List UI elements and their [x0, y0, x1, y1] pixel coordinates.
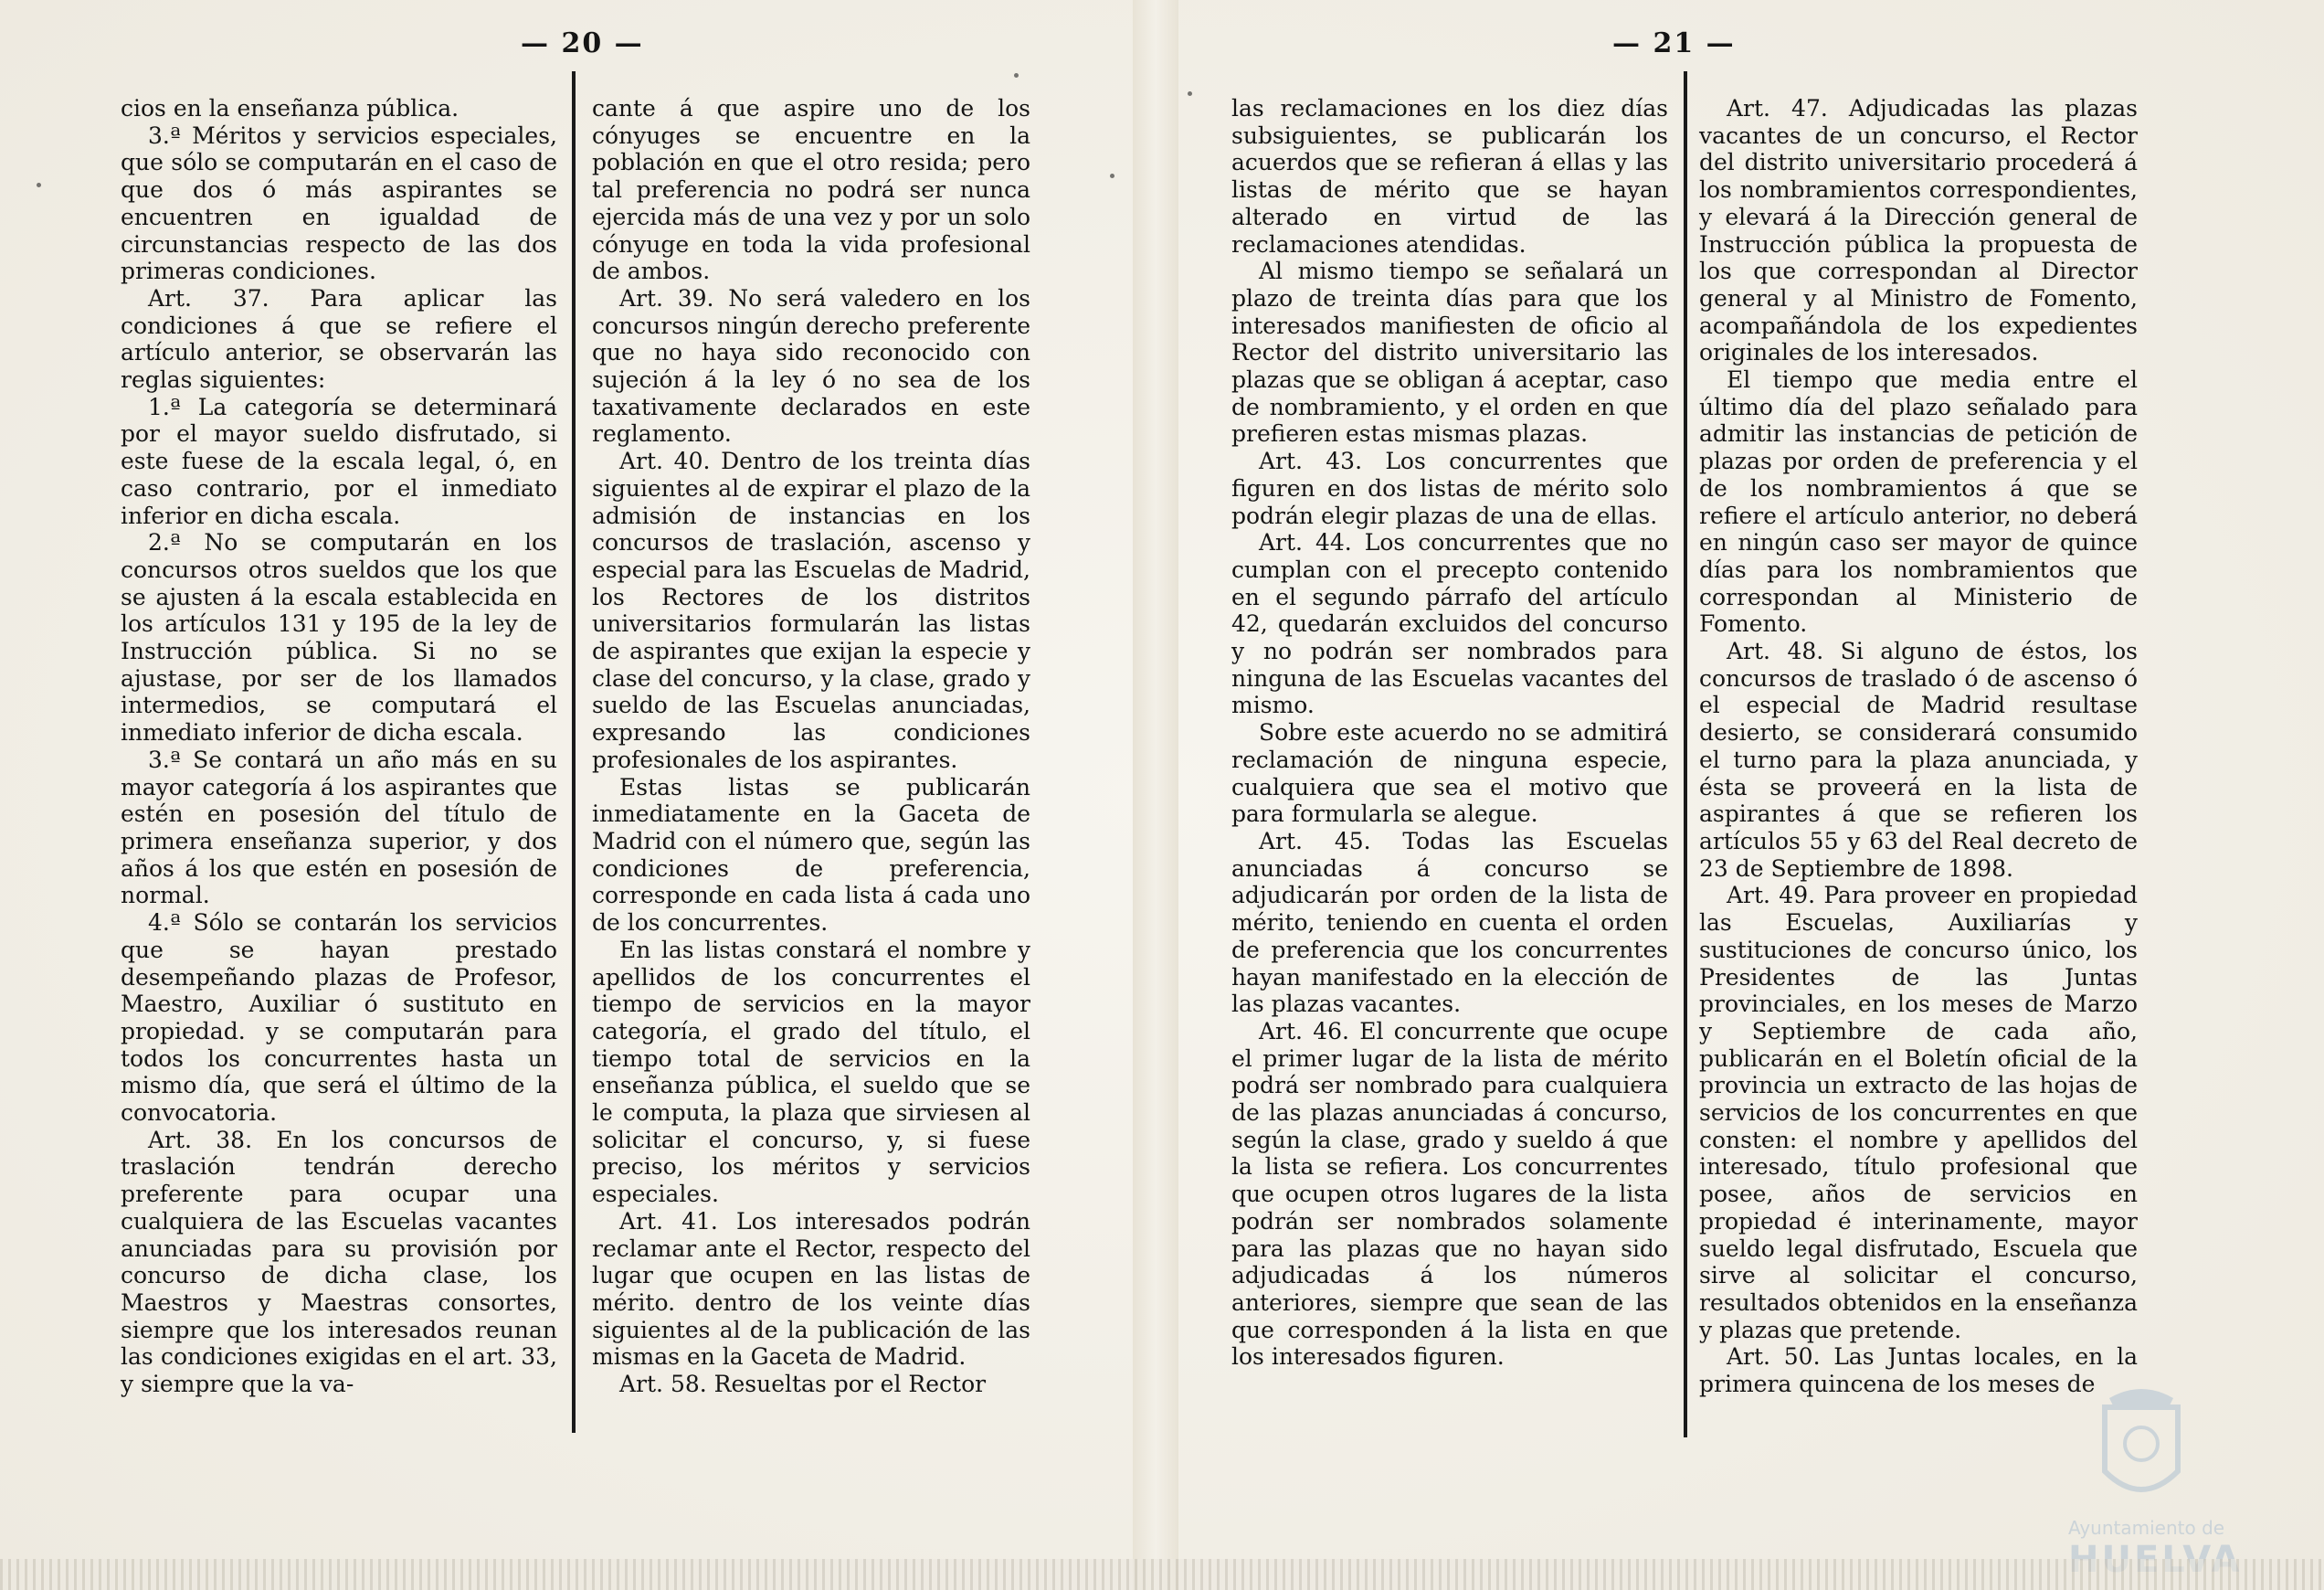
paragraph: Art. 49. Para proveer en propiedad las Escuelas, Auxiliarías y sustituciones de concurso único, los Presidentes de las Juntas provinciales, en los meses de Marzo y Septiembre de cada año, publicarán en el Boletín oficial de la provincia un extracto de las hojas de servicios de los concurrentes en que consten: el nombre y apellidos del interesado, título profesional que posee, años de servicios en propiedad é interinamente, mayor sueldo legal disfrutado, Escuela que sirve al solicitar el concurso, resultados obtenidos en la enseñanza y plazas que pretende.: [1699, 882, 2138, 1343]
watermark-line-1: Ayuntamiento de: [2068, 1517, 2225, 1539]
paragraph: Art. 58. Resueltas por el Rector: [619, 1371, 987, 1398]
paragraph: Art. 41. Los interesados podrán reclamar ante el Rector, respecto del lugar que ocupen en las listas de mérito. dentro de los veinte días siguientes al de la publicación de las mismas en la Gaceta de Madrid.: [592, 1207, 1030, 1371]
column-divider: [572, 71, 576, 1433]
right-page-column-2: [1699, 95, 2138, 1398]
paragraph: Estas listas se publicarán inmediatamente en la Gaceta de Madrid con el número que, según las condiciones de preferencia, corresponde en cada lista á cada uno de los concurrentes.: [592, 773, 1030, 937]
right-page-column-1: [1231, 95, 1668, 1371]
left-page-column-1: [121, 95, 557, 1398]
paragraph: Art. 39. No será valedero en los concursos ningún derecho preferente que no haya sido reconocido con sujeción á la ley ó no sea de los taxativamente declarados en este reglamento.: [592, 284, 1030, 448]
paragraph: 1.ª La categoría se determinará por el mayor sueldo disfrutado, si este fuese de la escala legal, ó, en caso contrario, por el inmediato inferior en dicha escala.: [121, 393, 557, 529]
paragraph: 3.ª Se contará un año más en su mayor categoría á los aspirantes que estén en posesión del título de primera enseñanza superior, y dos años á los que estén en posesión de normal.: [121, 746, 557, 909]
paragraph: Art. 40. Dentro de los treinta días siguientes al de expirar el plazo de la admisión de instancias en los concursos de traslación, ascenso y especial para las Escuelas de Madrid, los Rectores de los distritos universitarios formularán las listas de aspirantes que exijan la especie y clase del concurso, y la clase, grado y sueldo de las Escuelas anunciadas, expresando las condiciones profesionales de los aspirantes.: [592, 448, 1030, 773]
page-number: — 20 —: [521, 27, 644, 59]
coat-of-arms-icon: [2032, 1380, 2251, 1517]
paragraph: Al mismo tiempo se señalará un plazo de treinta días para que los interesados manifiesten de oficio al Rector del distrito universitario las plazas que se obligan á aceptar, caso de nombramiento, y el orden en que prefieren estas mismas plazas.: [1231, 258, 1668, 448]
ink-speck: [1014, 73, 1019, 78]
paragraph: Art. 46. El concurrente que ocupe el primer lugar de la lista de mérito podrá ser nombrado para cualquiera de las plazas anunciadas á concurso, según la clase, grado y sueldo á que la lista se refiera. Los concurrentes que ocupen otros lugares de la lista podrán ser nombrados solamente para las plazas que no hayan sido adjudicadas á los números anteriores, siempre que sean de las que corresponden á la lista en que los interesados figuren.: [1231, 1017, 1668, 1371]
left-page: [0, 0, 1133, 1590]
ink-speck: [1110, 174, 1114, 178]
paragraph: Art. 48. Si alguno de éstos, los concursos de traslado ó de ascenso ó el especial de Madrid resultase desierto, se considerará consumido el turno para la plaza anunciada, y ésta se proveerá en la lista de aspirantes á que se refieren los artículos 55 y 63 del Real decreto de 23 de Septiembre de 1898.: [1699, 638, 2138, 882]
paragraph: El tiempo que media entre el último día del plazo señalado para admitir las instancias de petición de plazas por orden de preferencia y el de los nombramientos á que se refiere el artículo anterior, no deberá en ningún caso ser mayor de quince días para los nombramientos que correspondan al Ministerio de Fomento.: [1699, 366, 2138, 638]
paragraph: cante á que aspire uno de los cónyuges se encuentre en la población en que el otro resida; pero tal preferencia no podrá ser nunca ejercida más de una vez y por un solo cónyuge en toda la vida profesional de ambos.: [592, 95, 1030, 285]
paragraph: Art. 37. Para aplicar las condiciones á que se refiere el artículo anterior, se observarán las reglas siguientes:: [121, 284, 557, 394]
page-bottom-edge: [0, 1559, 2324, 1590]
paragraph: cios en la enseñanza pública.: [121, 95, 460, 122]
ink-speck: [1188, 91, 1192, 96]
right-page: [1178, 0, 2324, 1590]
paragraph: 2.ª No se computarán en los concursos otros sueldos que los que se ajusten á la escala establecida en los artículos 131 y 195 de la ley de Instrucción pública. Si no se ajustase, por ser de los llamados intermedios, se computará el inmediato inferior de dicha escala.: [121, 529, 557, 747]
paragraph: 4.ª Sólo se contarán los servicios que se hayan prestado desempeñando plazas de Profesor, Maestro, Auxiliar ó sustituto en propiedad. y se computarán para todos los concurrentes hasta un mismo día, que será el último de la convocatoria.: [121, 909, 557, 1127]
paragraph: Art. 45. Todas las Escuelas anunciadas á concurso se adjudicarán por orden de la lista de mérito, teniendo en cuenta el orden de preferencia que los concurrentes hayan manifestado en la elección de las plazas vacantes.: [1231, 827, 1668, 1018]
book-gutter: [1133, 0, 1178, 1590]
paragraph: Art. 47. Adjudicadas las plazas vacantes de un concurso, el Rector del distrito universitario procederá á los nombramientos correspondientes, y elevará á la Dirección general de Instrucción pública la propuesta de los que correspondan al Director general y al Ministro de Fomento, acompañándola de los expedientes originales de los interesados.: [1699, 95, 2138, 366]
ink-speck: [37, 183, 41, 187]
paragraph: las reclamaciones en los diez días subsiguientes, se publicarán los acuerdos que se refieran á ellas y las listas de mérito que se hayan alterado en virtud de las reclamaciones atendidas.: [1231, 95, 1668, 258]
page-number: — 21 —: [1612, 27, 1736, 59]
paragraph: Sobre este acuerdo no se admitirá reclamación de ninguna especie, cualquiera que sea el motivo que para formularla se alegue.: [1231, 719, 1668, 828]
huelva-watermark-logo: [2032, 1380, 2251, 1572]
paragraph: Art. 50. Las Juntas locales, en la primera quincena de los meses de: [1699, 1343, 2138, 1398]
paragraph: En las listas constará el nombre y apellidos de los concurrentes el tiempo de servicios en la mayor categoría, el grado del título, el tiempo total de servicios en la enseñanza pública, el sueldo que se le computa, la plaza que sirviesen al solicitar el concurso, y, si fuese preciso, los méritos y servicios especiales.: [592, 936, 1030, 1208]
column-divider: [1684, 71, 1687, 1437]
paragraph: Art. 44. Los concurrentes que no cumplan con el precepto contenido en el segundo párrafo del artículo 42, quedarán excluidos del concurso y no podrán ser nombrados para ninguna de las Escuelas vacantes del mismo.: [1231, 529, 1668, 719]
paragraph: Art. 43. Los concurrentes que figuren en dos listas de mérito solo podrán elegir plazas de una de ellas.: [1231, 448, 1668, 529]
paragraph: 3.ª Méritos y servicios especiales, que sólo se computarán en el caso de que dos ó más aspirantes se encuentren en igualdad de circunstancias respecto de las dos primeras condiciones.: [121, 122, 557, 285]
paragraph: Art. 38. En los concursos de traslación tendrán derecho preferente para ocupar una cualquiera de las Escuelas vacantes anunciadas para su provisión por concurso de dicha clase, los Maestros y Maestras consortes, siempre que los interesados reunan las condiciones exigidas en el art. 33, y siempre que la va-: [121, 1126, 557, 1398]
left-page-column-2: [592, 95, 1030, 1398]
